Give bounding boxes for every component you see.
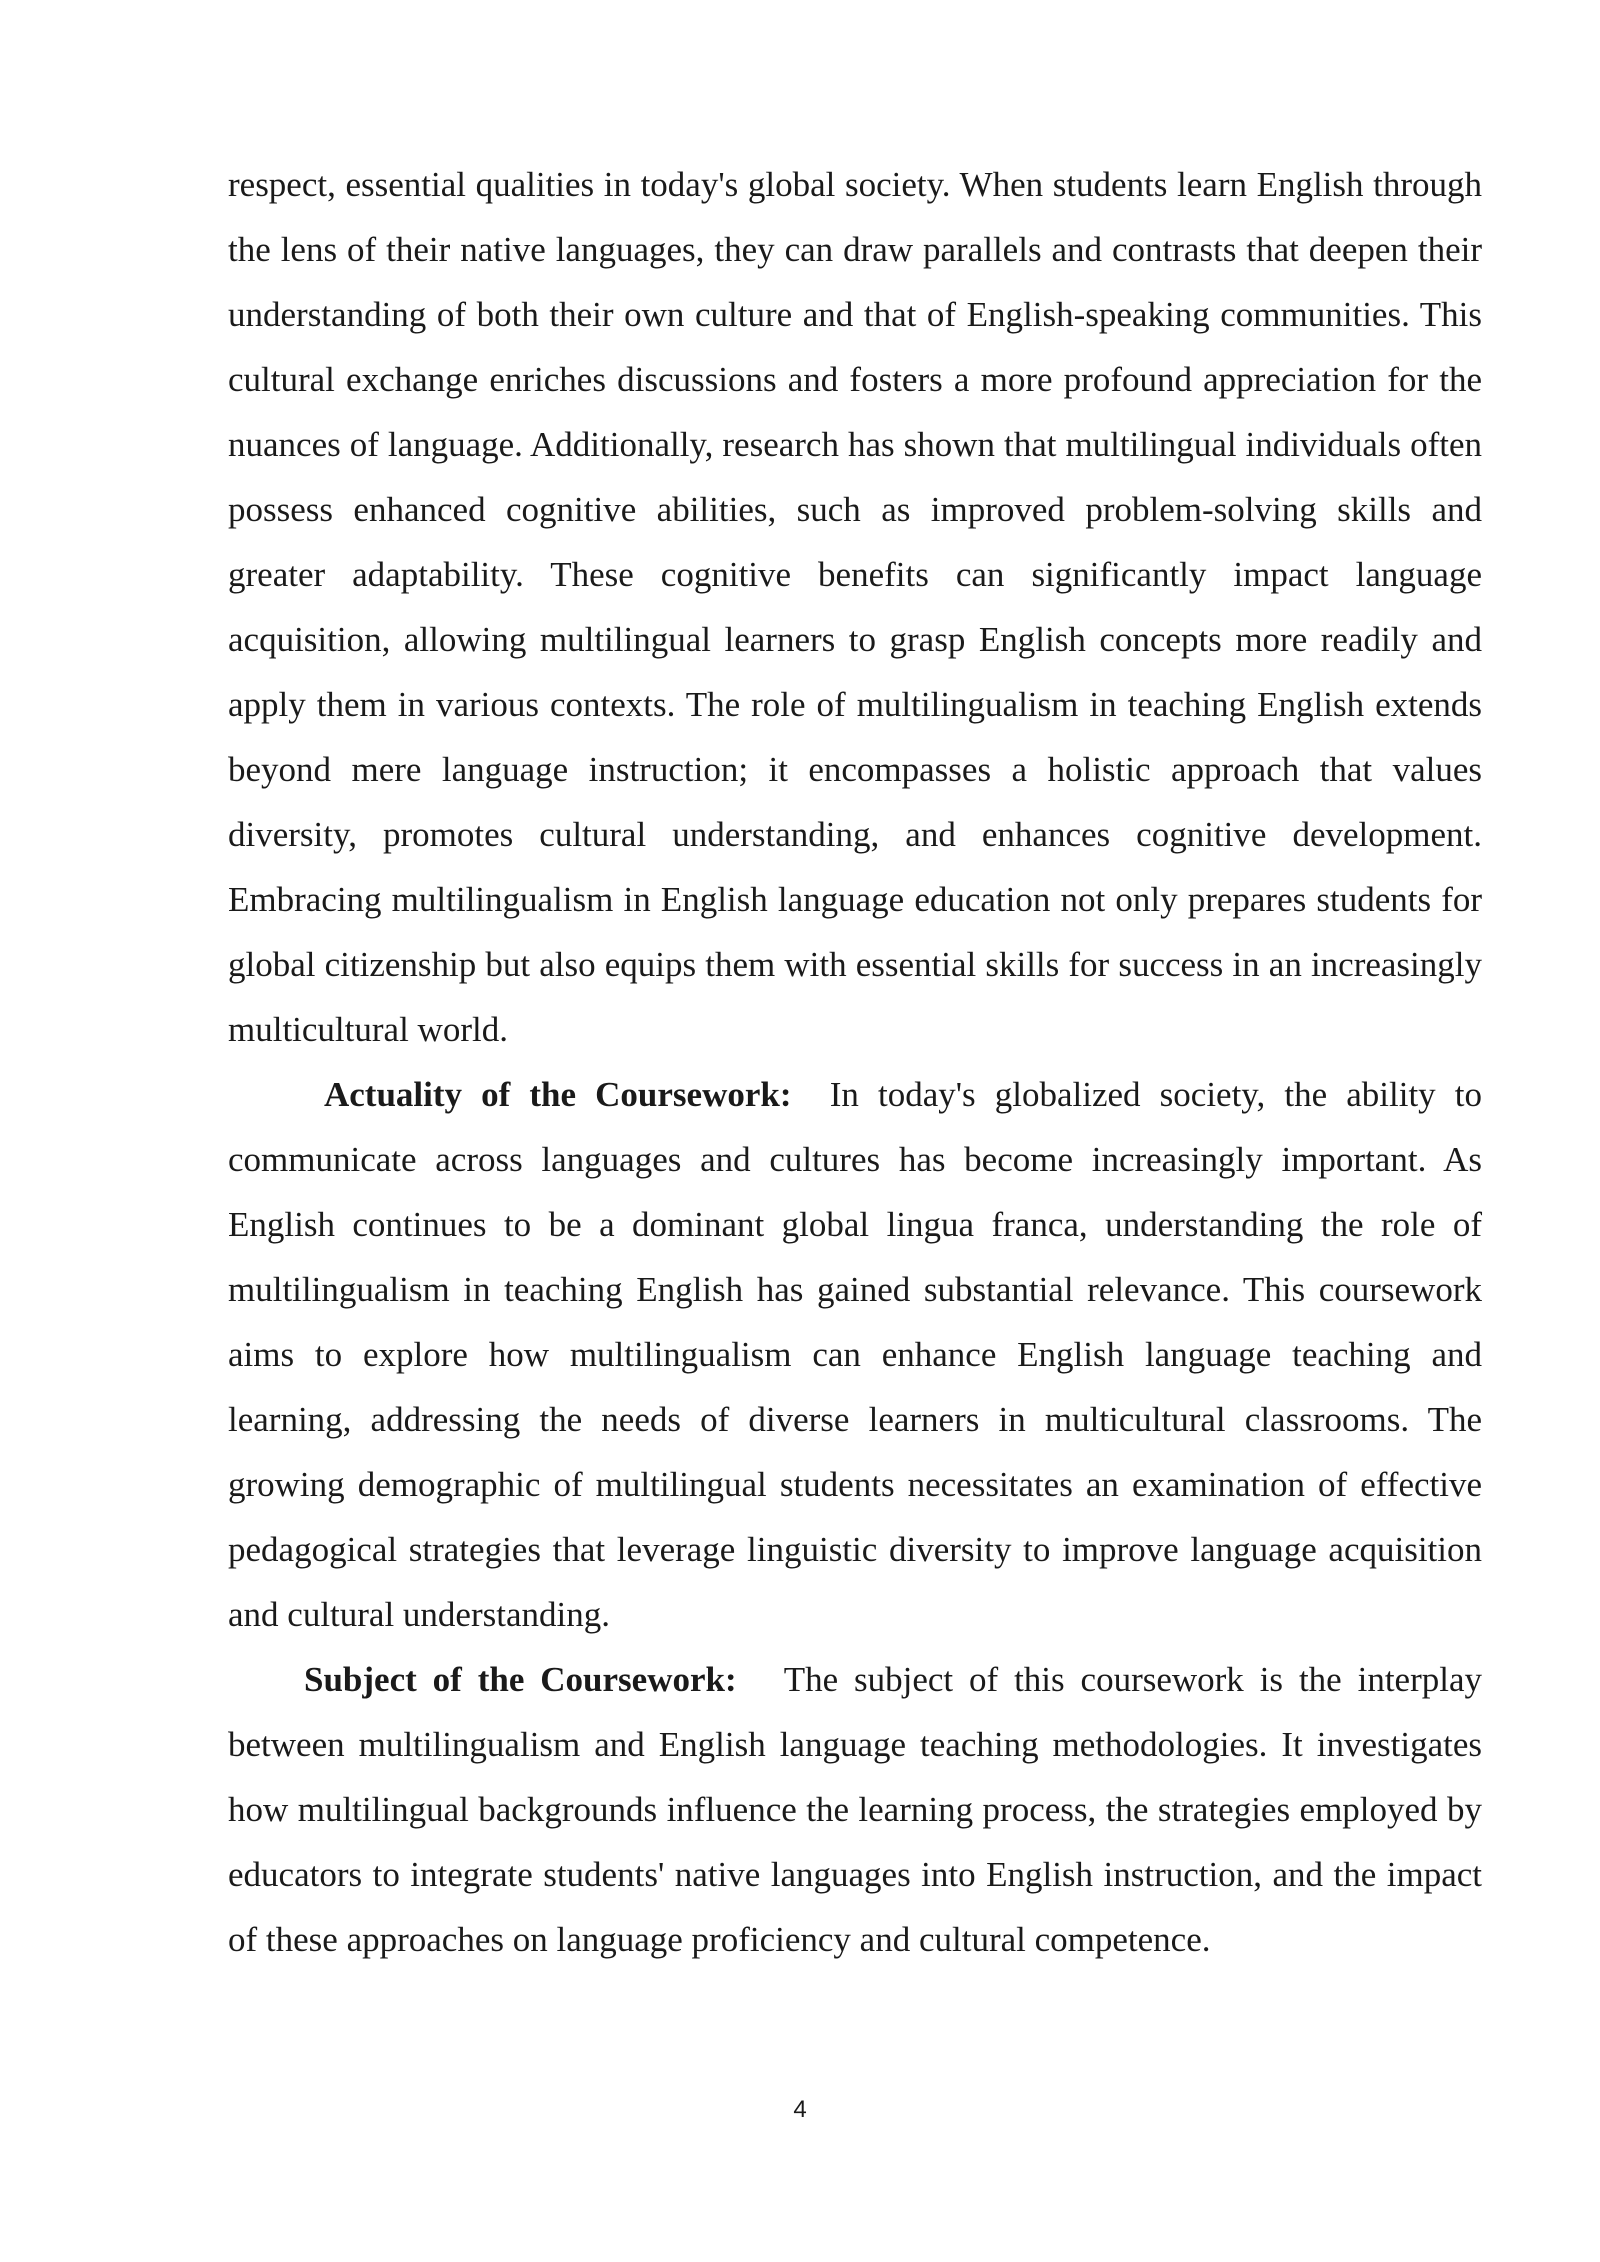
actuality-heading: Actuality of the Coursework:	[324, 1075, 792, 1114]
body-text	[228, 152, 1482, 1972]
paragraph-text: respect, essential qualities in today's global society. When students learn English through the lens of their native languages, they can draw parallels and contrasts that deepen their understanding of both their own culture and that of English-speaking communities. This cultural exchange enriches discussions and fosters a more profound appreciation for the nuances of language. Additionally, research has shown that multilingual individuals often possess enhanced cognitive abilities, such as improved problem-solving skills and greater adaptability. These cognitive benefits can significantly impact language acquisition, allowing multilingual learners to grasp English concepts more readily and apply them in various contexts. The role of multilingualism in teaching English extends beyond mere language instruction; it encompasses a holistic approach that values diversity, promotes cultural understanding, and enhances cognitive development. Embracing multilingualism in English language education not only prepares students for global citizenship but also equips them with essential skills for success in an increasingly multicultural world.	[228, 165, 1482, 1049]
page-number: 4	[793, 2096, 807, 2123]
subject-heading: Subject of the Coursework:	[304, 1660, 737, 1699]
paragraph-subject	[228, 1647, 1482, 1972]
actuality-text: In today's globalized society, the ability to communicate across languages and cultures has become increasingly important. As English continues to be a dominant global lingua franca, understanding the role of multilingualism in teaching English has gained substantial relevance. This coursework aims to explore how multilingualism can enhance English language teaching and learning, addressing the needs of diverse learners in multicultural classrooms. The growing demographic of multilingual students necessitates an examination of effective pedagogical strategies that leverage linguistic diversity to improve language acquisition and cultural understanding.	[228, 1075, 1482, 1634]
paragraph-actuality	[228, 1062, 1482, 1647]
paragraph-multilingual-benefits	[228, 152, 1482, 1062]
subject-text: The subject of this coursework is the interplay between multilingualism and English language teaching methodologies. It investigates how multilingual backgrounds influence the learning process, the strategies employed by educators to integrate students' native languages into English instruction, and the impact of these approaches on language proficiency and cultural competence.	[228, 1660, 1482, 1959]
